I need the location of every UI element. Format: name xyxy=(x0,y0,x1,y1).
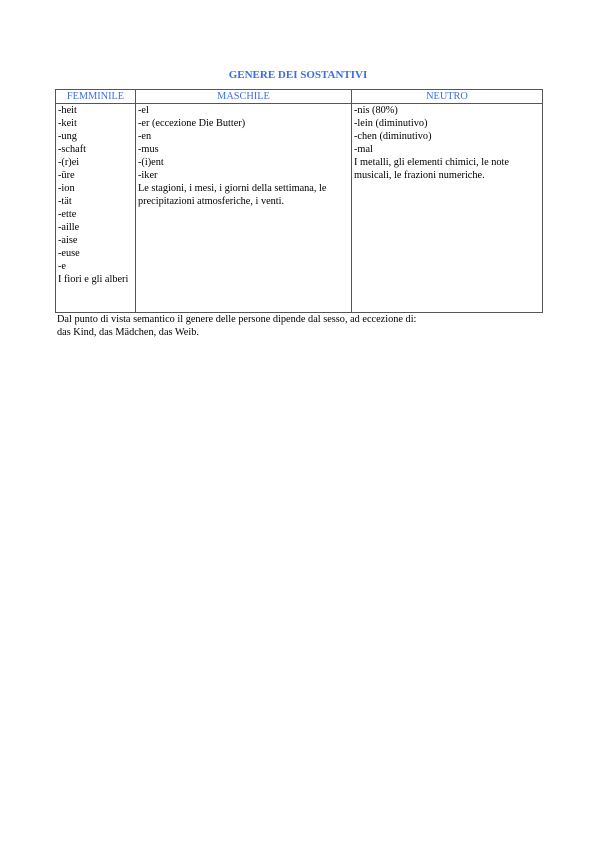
masculine-suffix: -er (eccezione Die Butter) xyxy=(138,118,246,129)
semantic-note-line: Dal punto di vista semantico il genere delle persone dipende dal sesso, ad eccezione di: xyxy=(57,314,417,325)
feminine-suffix: -schaft xyxy=(58,144,87,155)
feminine-suffix: -heit xyxy=(58,105,77,116)
neuter-suffix: -chen (diminutivo) xyxy=(354,131,432,142)
table-row xyxy=(56,104,543,313)
feminine-suffix: -ette xyxy=(58,209,77,220)
header-feminine: FEMMINILE xyxy=(56,90,136,104)
feminine-suffix: -ung xyxy=(58,131,77,142)
feminine-suffix: -aise xyxy=(58,235,78,246)
feminine-suffix: -euse xyxy=(58,248,80,259)
feminine-suffix: -tät xyxy=(58,196,72,207)
exceptions-line: das Kind, das Mädchen, das Weib. xyxy=(57,327,199,338)
feminine-suffix: -ion xyxy=(58,183,75,194)
neuter-suffix: -lein (diminutivo) xyxy=(354,118,428,129)
feminine-suffix: -e xyxy=(58,261,66,272)
masculine-note: Le stagioni, i mesi, i giorni della settimana, le precipitazioni atmosferiche, i venti. xyxy=(138,183,327,207)
neuter-suffix: -nis (80%) xyxy=(354,105,398,116)
table-header-row xyxy=(56,90,543,104)
masculine-suffix: -en xyxy=(138,131,152,142)
masculine-suffix: -mus xyxy=(138,144,159,155)
header-neuter: NEUTRO xyxy=(352,90,543,104)
feminine-cell xyxy=(56,104,136,313)
masculine-suffix: -(i)ent xyxy=(138,157,164,168)
feminine-suffix: -aille xyxy=(58,222,80,233)
feminine-suffix: -(r)ei xyxy=(58,157,80,168)
neuter-cell xyxy=(352,104,543,313)
neuter-suffix: -mal xyxy=(354,144,373,155)
header-masculine: MASCHILE xyxy=(136,90,352,104)
masculine-cell xyxy=(136,104,352,313)
feminine-note: I fiori e gli alberi xyxy=(58,274,129,285)
masculine-suffix: -iker xyxy=(138,170,158,181)
feminine-suffix: -üre xyxy=(58,170,75,181)
neuter-note: I metalli, gli elementi chimici, le note musicali, le frazioni numeriche. xyxy=(354,157,509,181)
masculine-suffix: -el xyxy=(138,105,149,116)
feminine-suffix: -keit xyxy=(58,118,77,129)
semantic-note xyxy=(57,313,547,339)
page-title: GENERE DEI SOSTANTIVI xyxy=(228,69,368,81)
gender-table xyxy=(55,89,543,313)
